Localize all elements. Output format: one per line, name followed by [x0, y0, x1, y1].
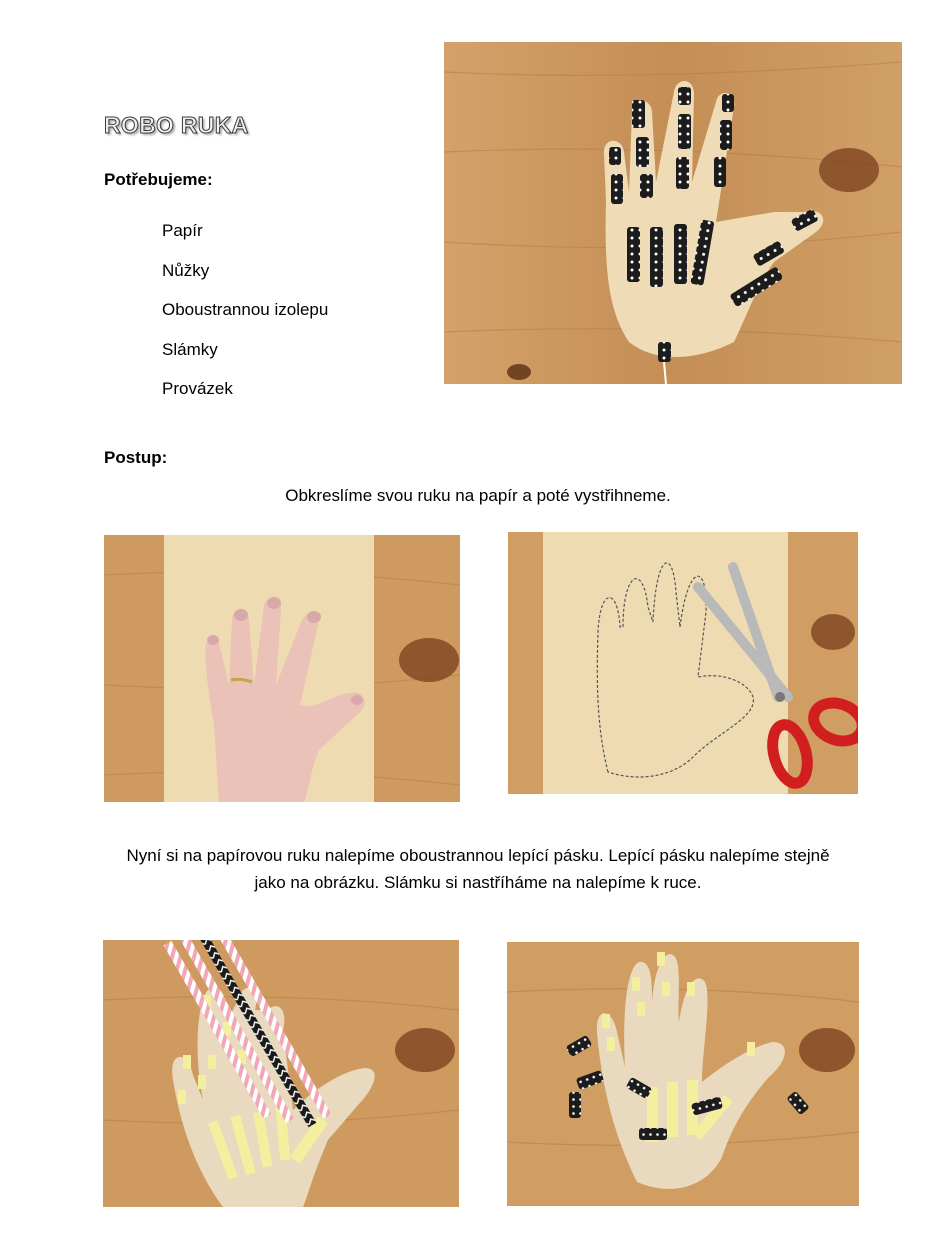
list-item: Oboustrannou izolepu: [162, 300, 329, 320]
step1-text: Obkreslíme svou ruku na papír a poté vystřihneme.: [285, 486, 671, 505]
finished-robo-hand-photo: [444, 42, 902, 384]
traced-hand-scissors-photo: [508, 532, 858, 794]
hand-on-paper-photo: [104, 535, 460, 802]
materials-list: [162, 218, 328, 416]
page-title: ROBO RUKA: [104, 112, 249, 138]
step2-text-line1: Nyní si na papírovou ruku nalepíme oboustrannou lepící pásku. Lepící pásku nalepíme stejně: [126, 846, 830, 865]
step2-text-line2: jako na obrázku. Slámku si nastříháme na nalepíme k ruce.: [254, 873, 702, 892]
list-item: Nůžky: [162, 260, 210, 280]
procedure-heading: Postup:: [104, 448, 168, 467]
materials-heading: Potřebujeme:: [104, 170, 213, 189]
hand-straw-pieces-photo: [507, 942, 859, 1206]
list-item: Slámky: [162, 339, 218, 359]
list-item: Provázek: [162, 379, 233, 399]
list-item: Papír: [162, 221, 203, 240]
hand-tape-straws-photo: [103, 940, 459, 1207]
